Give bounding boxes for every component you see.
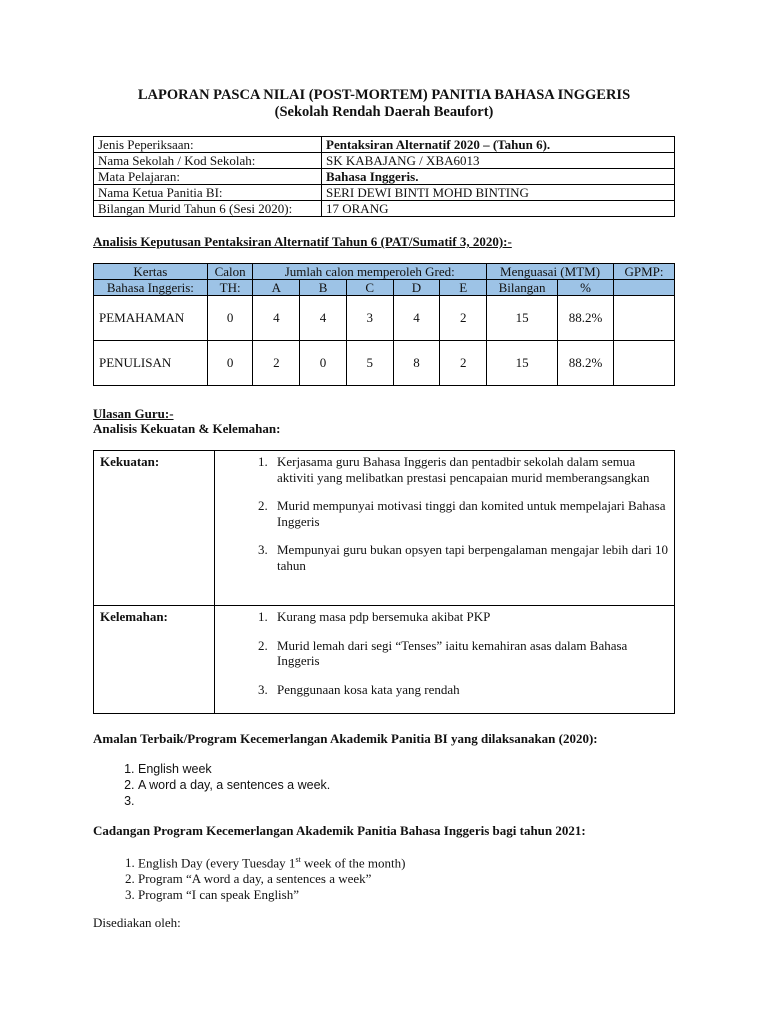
list-item: 2. A word a day, a sentences a week. [138,777,330,793]
info-value: SERI DEWI BINTI MOHD BINTING [322,185,675,201]
list-item: 2. Murid lemah dari segi “Tenses” iaitu kemahiran asas dalam Bahasa Inggeris [271,638,670,669]
header-calon-sub: TH: [207,280,253,296]
header-menguasai: Menguasai (MTM) [487,264,614,280]
info-label: Nama Sekolah / Kod Sekolah: [94,153,322,169]
header-kertas: Kertas [94,264,208,280]
list-item [138,793,330,809]
cell-b: 0 [300,341,347,386]
strengths-weaknesses-table [93,450,675,714]
programs-2021-list [110,852,405,903]
info-label: Nama Ketua Panitia BI: [94,185,322,201]
prepared-by: Disediakan oleh: [93,915,181,930]
cell-bilangan: 15 [487,341,558,386]
info-label: Bilangan Murid Tahun 6 (Sesi 2020): [94,201,322,217]
table-row [94,341,675,386]
cell-e: 2 [440,296,487,341]
report-title: LAPORAN PASCA NILAI (POST-MORTEM) PANITIA BAHASA INGGERIS [137,87,631,103]
weaknesses-list [219,609,670,697]
item-text: English Day (every Tuesday 1 [138,855,296,871]
header-grade-a: A [253,280,300,296]
cell-percent: 88.2% [558,341,614,386]
header-grade-e: E [440,280,487,296]
info-label: Jenis Peperiksaan: [94,137,322,153]
report-subtitle: (Sekolah Rendah Daerah Beaufort) [274,104,494,120]
list-item [138,852,405,871]
weaknesses-row [94,606,675,714]
info-value: SK KABAJANG / XBA6013 [322,153,675,169]
list-item: 3. Penggunaan kosa kata yang rendah [271,682,670,698]
item-text: week of the month) [300,855,406,871]
list-item: 2. Program “A word a day, a sentences a week” [138,871,405,887]
strengths-cell [215,451,675,606]
info-label: Mata Pelajaran: [94,169,322,185]
cell-e: 2 [440,341,487,386]
info-row [94,137,675,153]
programs-2021-heading: Cadangan Program Kecemerlangan Akademik Panitia Bahasa Inggeris bagi tahun 2021: [93,823,586,838]
info-row [94,169,675,185]
strengths-row [94,451,675,606]
cell-th: 0 [207,341,253,386]
cell-b: 4 [300,296,347,341]
header-bilangan: Bilangan [487,280,558,296]
cell-gpmp [614,341,675,386]
cell-d: 8 [393,341,440,386]
info-row [94,185,675,201]
header-grade-b: B [300,280,347,296]
info-value: Pentaksiran Alternatif 2020 – (Tahun 6). [322,137,675,153]
cell-th: 0 [207,296,253,341]
grades-header-row-2 [94,280,675,296]
cell-percent: 88.2% [558,296,614,341]
programs-2020-heading: Amalan Terbaik/Program Kecemerlangan Akademik Panitia BI yang dilaksanakan (2020): [93,731,598,746]
strengths-list [219,454,670,574]
header-gpmp: GPMP: [614,264,675,280]
cell-d: 4 [393,296,440,341]
paper-name: PEMAHAMAN [94,296,208,341]
ulasan-heading: Ulasan Guru:- [93,406,174,421]
info-value: Bahasa Inggeris. [322,169,675,185]
info-value: 17 ORANG [322,201,675,217]
weaknesses-label: Kelemahan: [94,606,215,714]
cell-gpmp [614,296,675,341]
grades-header-row-1 [94,264,675,280]
header-jumlah: Jumlah calon memperoleh Gred: [253,264,487,280]
list-item: 3. Program “I can speak English” [138,887,405,903]
ordinal-suffix: st [295,855,301,864]
cell-c: 5 [346,341,393,386]
list-item: 1. Kurang masa pdp bersemuka akibat PKP [271,609,670,625]
cell-bilangan: 15 [487,296,558,341]
paper-name: PENULISAN [94,341,208,386]
cell-a: 2 [253,341,300,386]
header-grade-c: C [346,280,393,296]
cell-a: 4 [253,296,300,341]
list-item: 1. English week [138,761,330,777]
cell-c: 3 [346,296,393,341]
info-row [94,201,675,217]
table-row [94,296,675,341]
header-kertas-sub: Bahasa Inggeris: [94,280,208,296]
header-grade-d: D [393,280,440,296]
weaknesses-cell [215,606,675,714]
programs-2020-list [110,761,330,809]
header-gpmp-blank [614,280,675,296]
list-item: 1. Kerjasama guru Bahasa Inggeris dan pentadbir sekolah dalam semua aktiviti yang melibatkan prestasi pencapaian murid memberangsangkan [271,454,670,485]
grades-table [93,263,675,386]
header-percent: % [558,280,614,296]
header-calon: Calon [207,264,253,280]
list-item: 3. Mempunyai guru bukan opsyen tapi berpengalaman mengajar lebih dari 10 tahun [271,542,670,573]
list-item: 2. Murid mempunyai motivasi tinggi dan komited untuk mempelajari Bahasa Inggeris [271,498,670,529]
info-row [94,153,675,169]
info-table [93,136,675,217]
analysis-heading: Analisis Keputusan Pentaksiran Alternatif Tahun 6 (PAT/Sumatif 3, 2020):- [93,234,512,249]
ulasan-subheading: Analisis Kekuatan & Kelemahan: [93,421,281,436]
strengths-label: Kekuatan: [94,451,215,606]
